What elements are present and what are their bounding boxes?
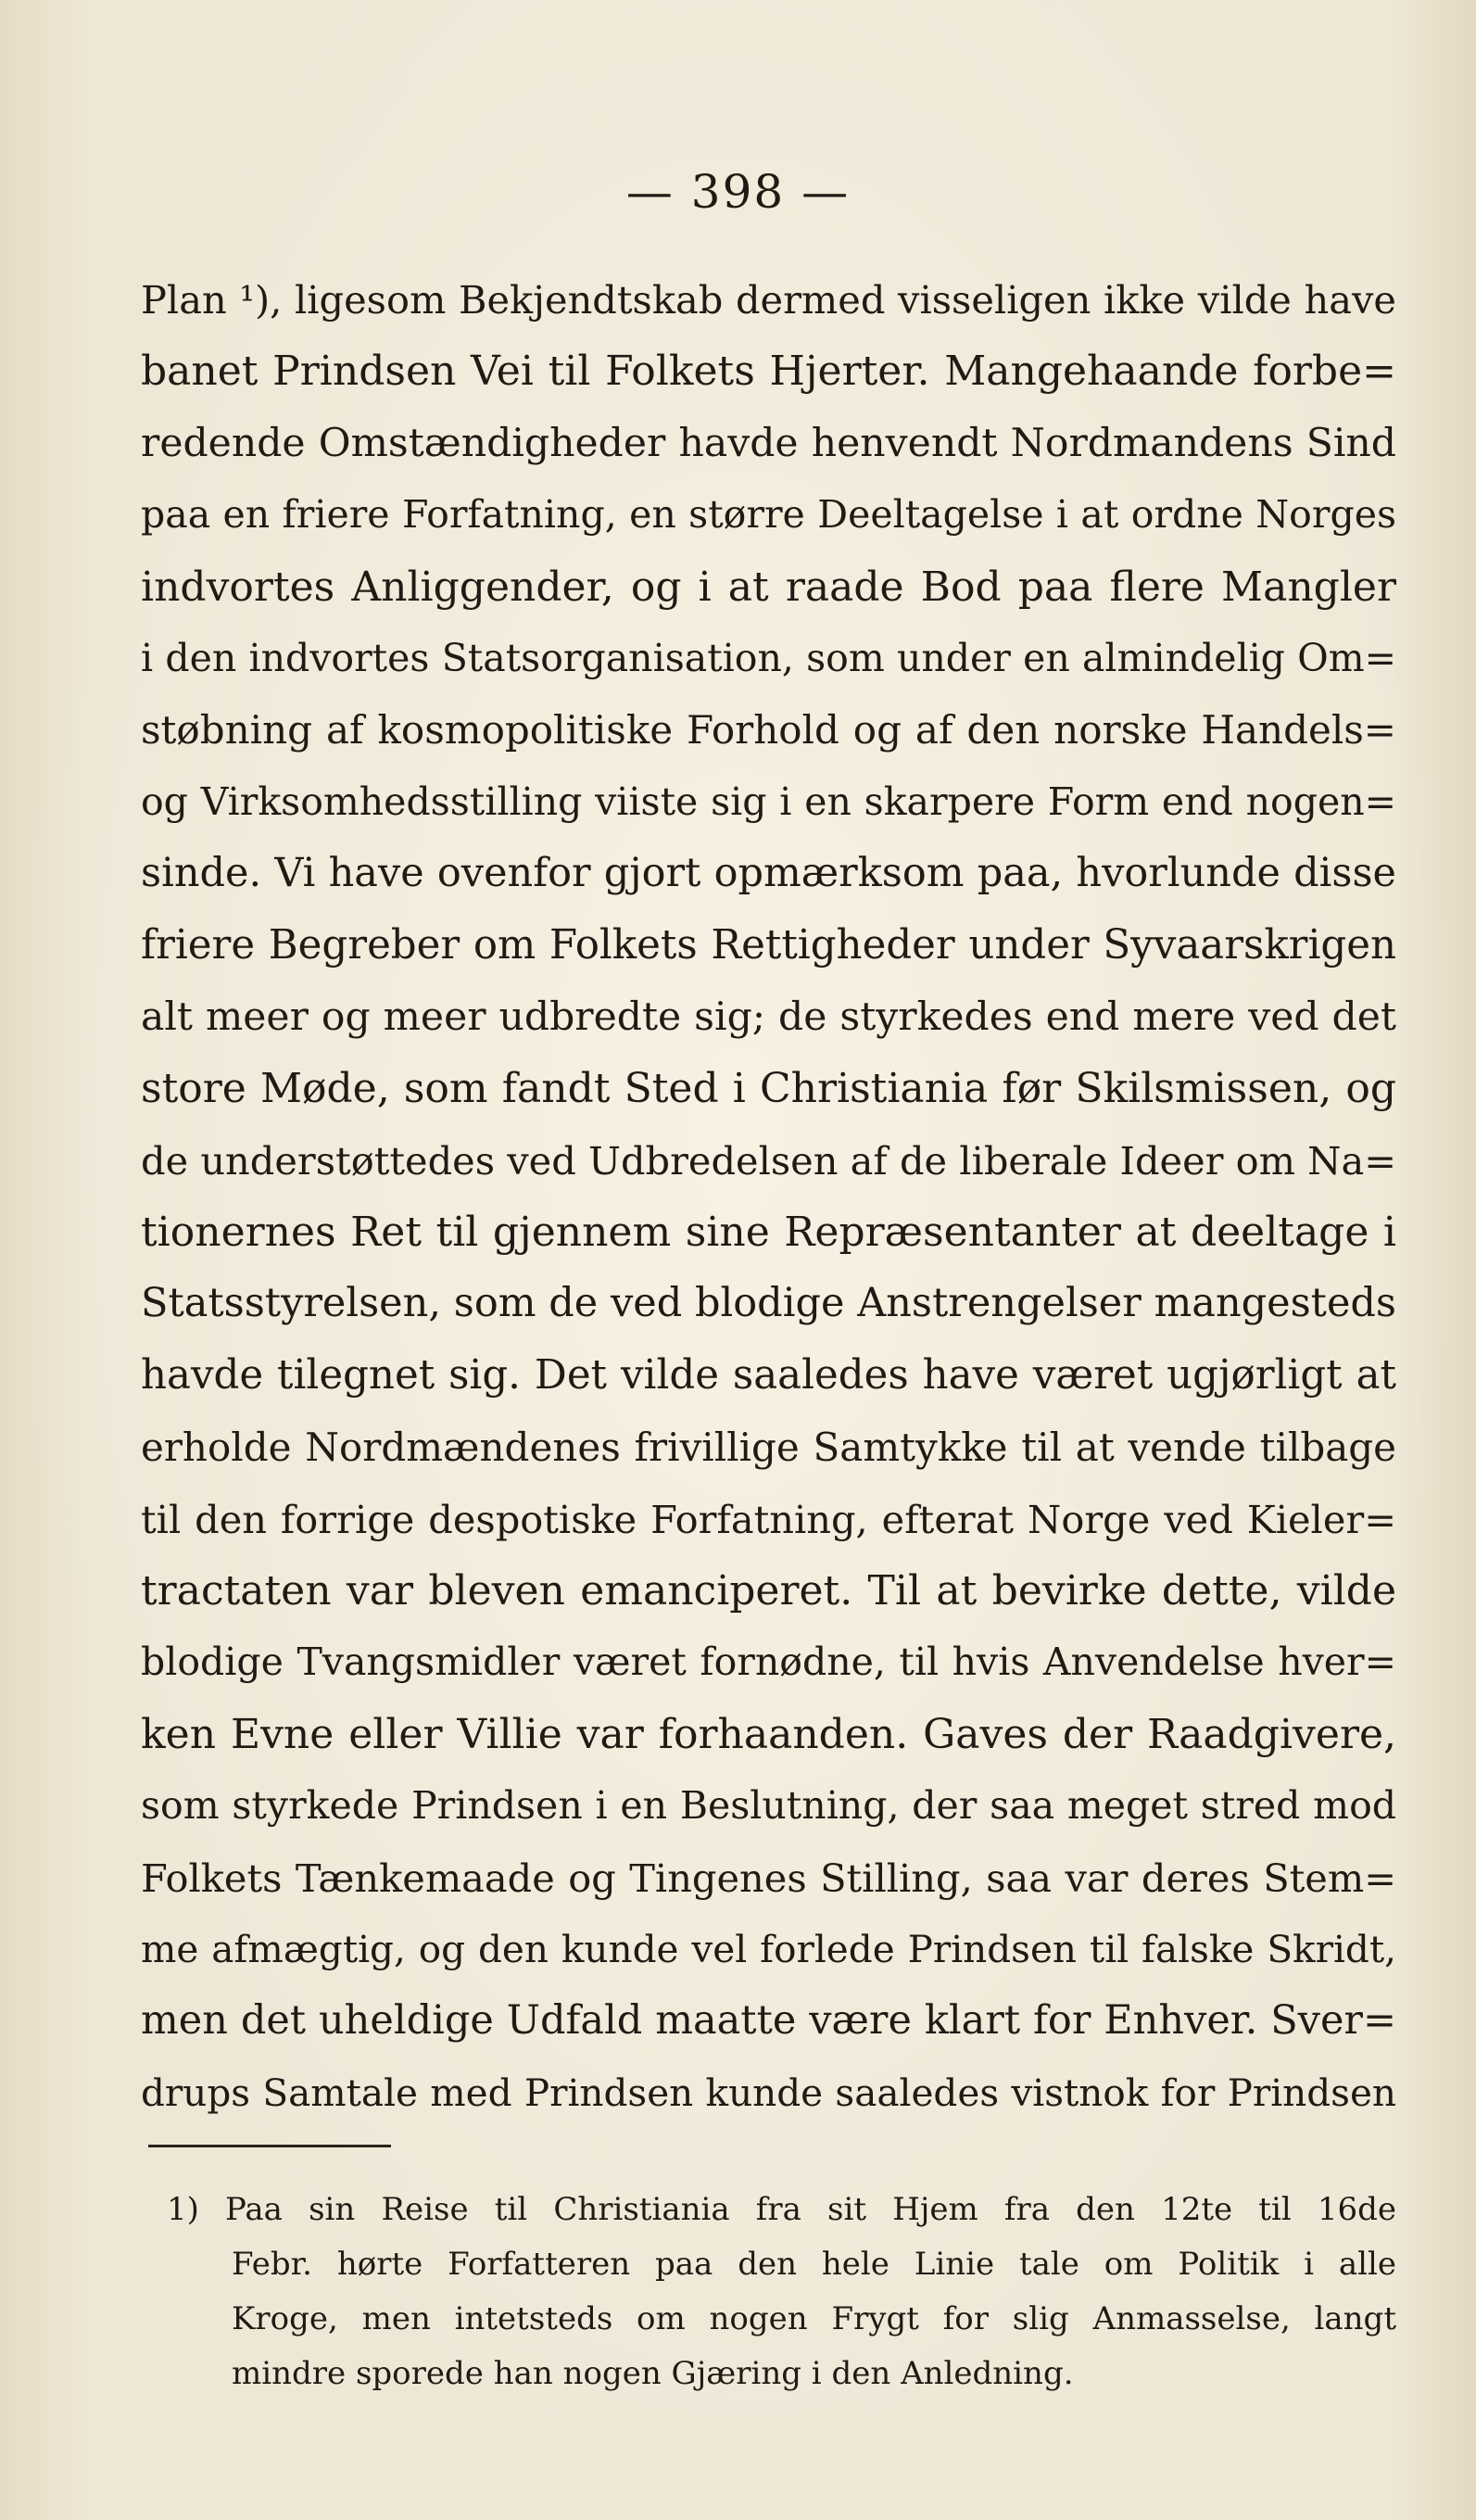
- text-line: drups Samtale med Prindsen kunde saaledes vistnok for Prindsen: [141, 2070, 1396, 2115]
- footnote-divider: [148, 2145, 391, 2147]
- text-line: indvortes Anliggender, og i at raade Bod paa flere Mangler: [141, 563, 1396, 611]
- text-line: havde tilegnet sig. Det vilde saaledes have været ugjørligt at: [141, 1351, 1396, 1399]
- text-line: til den forrige despotiske Forfatning, efterat Norge ved Kieler=: [141, 1496, 1396, 1542]
- text-line: i den indvortes Statsorganisation, som under en almindelig Om=: [141, 635, 1396, 680]
- text-line: erholde Nordmændenes frivillige Samtykke til at vende tilbage: [141, 1425, 1396, 1471]
- text-line: banet Prindsen Vei til Folkets Hjerter. Mangehaande forbe=: [141, 348, 1396, 396]
- text-line: alt meer og meer udbredte sig; de styrkedes end mere ved det: [141, 994, 1396, 1040]
- footnote-line: Febr. hørte Forfatteren paa den hele Linie tale om Politik i alle: [232, 2246, 1396, 2283]
- text-line: paa en friere Forfatning, en større Deeltagelse i at ordne Norges: [141, 492, 1396, 538]
- text-line: me afmægtig, og den kunde vel forlede Prindsen til falske Skridt,: [141, 1926, 1396, 1971]
- footnote-line: 1) Paa sin Reise til Christiania fra sit Hjem fra den 12te til 16de: [167, 2191, 1396, 2228]
- footnote-line: Kroge, men intetsteds om nogen Frygt for slig Anmasselse, langt: [232, 2300, 1396, 2337]
- text-line: og Virksomhedsstilling viiste sig i en skarpere Form end nogen=: [141, 779, 1396, 824]
- body-text: [141, 264, 1396, 2129]
- text-line: store Møde, som fandt Sted i Christiania før Skilsmissen, og: [141, 1065, 1396, 1113]
- text-line: friere Begreber om Folkets Rettigheder under Syvaarskrigen: [141, 921, 1396, 969]
- text-line: blodige Tvangsmidler været fornødne, til hvis Anvendelse hver=: [141, 1640, 1396, 1685]
- text-line: sinde. Vi have ovenfor gjort opmærksom paa, hvorlunde disse: [141, 850, 1396, 897]
- footnote: [167, 2183, 1396, 2401]
- text-line: Plan ¹), ligesom Bekjendtskab dermed visseligen ikke vilde have: [141, 277, 1396, 323]
- footnote-line: mindre sporede han nogen Gjæring i den Anledning.: [232, 2355, 1074, 2392]
- text-line: tionernes Ret til gjennem sine Repræsentanter at deeltage i: [141, 1209, 1396, 1257]
- text-line: støbning af kosmopolitiske Forhold og af den norske Handels=: [141, 707, 1396, 753]
- text-line: tractaten var bleven emanciperet. Til at bevirke dette, vilde: [141, 1567, 1396, 1615]
- text-line: som styrkede Prindsen i en Beslutning, der saa meget stred mod: [141, 1783, 1396, 1829]
- page-number: — 398 —: [625, 165, 851, 219]
- text-line: redende Omstændigheder havde henvendt Nordmandens Sind: [141, 420, 1396, 466]
- text-line: Statsstyrelsen, som de ved blodige Anstrengelser mangesteds: [141, 1280, 1396, 1327]
- text-line: men det uheldige Udfald maatte være klart for Enhver. Sver=: [141, 1997, 1396, 2045]
- text-line: de understøttedes ved Udbredelsen af de liberale Ideer om Na=: [141, 1137, 1397, 1184]
- text-line: Folkets Tænkemaade og Tingenes Stilling, saa var deres Stem=: [141, 1855, 1396, 1901]
- text-line: ken Evne eller Villie var forhaanden. Gaves der Raadgivere,: [141, 1710, 1396, 1758]
